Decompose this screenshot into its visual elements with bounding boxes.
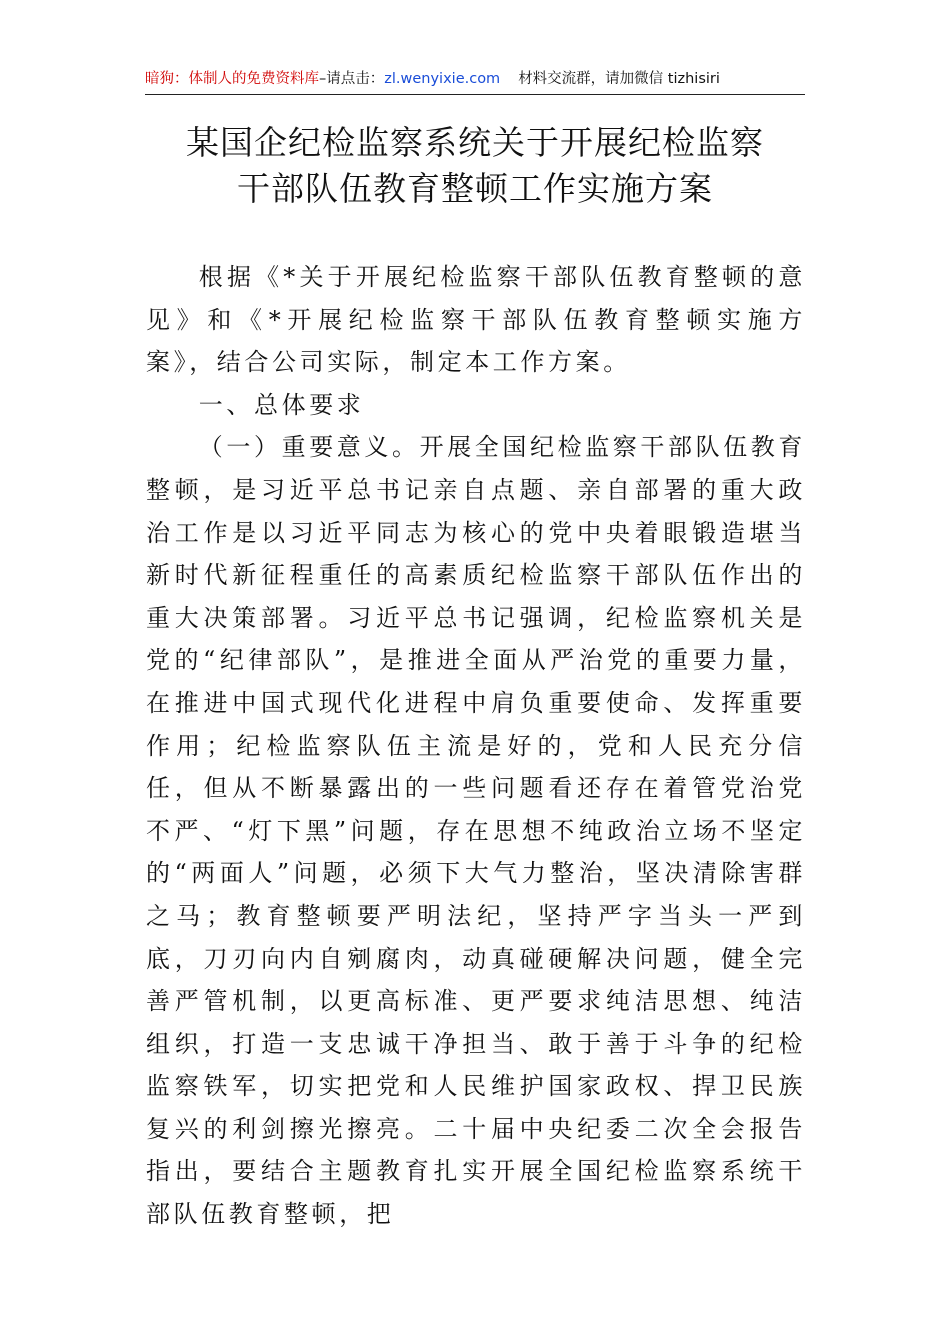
site-label: 暗狗：体制人的免费资料库 (145, 71, 319, 87)
site-url-link[interactable]: zl.wenyixie.com (384, 71, 501, 87)
section-heading: 一、总体要求 (198, 390, 365, 419)
group-note: 材料交流群，请加微信 tizhisiri (518, 71, 720, 87)
page-header (145, 68, 805, 95)
click-prompt: –请点击： (319, 71, 385, 87)
body-paragraph: （一）重要意义。开展全国纪检监察干部队伍教育整顿，是习近平总书记亲自点题、亲自部署的重大政治工作是以习近平同志为核心的党中央着眼锻造堪当新时代新征程重任的高素质纪检监察干部队伍作出的重大决策部署。习近平总书记强调，纪检监察机关是党的“纪律部队”，是推进全面从严治党的重要力量，在推进中国式现代化进程中肩负重要使命、发挥重要作用；纪检监察队伍主流是好的，党和人民充分信任，但从不断暴露出的一些问题看还存在着管党治党不严、“灯下黑”问题，存在思想不纯政治立场不坚定的“两面人”问题，必须下大气力整治，坚决清除害群之马；教育整顿要严明法纪，坚持严字当头一严到底，刀刃向内自剜腐肉，动真碰硬解决问题，健全完善严管机制，以更高标准、更严要求纯洁思想、纯洁组织，打造一支忠诚干净担当、敢于善于斗争的纪检监察铁军，切实把党和人民维护国家政权、捍卫民族复兴的利剑擦光擦亮。二十届中央纪委二次全会报告指出，要结合主题教育扎实开展全国纪检监察系统干部队伍教育整顿，把 (146, 433, 806, 1229)
title-line-1: 某国企纪检监察系统关于开展纪检监察 (186, 123, 764, 162)
intro-paragraph: 根据《*关于开展纪检监察干部队伍教育整顿的意见》和《*开展纪检监察干部队伍教育整顿实施方案》，结合公司实际，制定本工作方案。 (146, 263, 806, 377)
title-line-2: 干部队伍教育整顿工作实施方案 (237, 169, 713, 208)
document-body (146, 256, 806, 1236)
document-title (0, 120, 950, 212)
